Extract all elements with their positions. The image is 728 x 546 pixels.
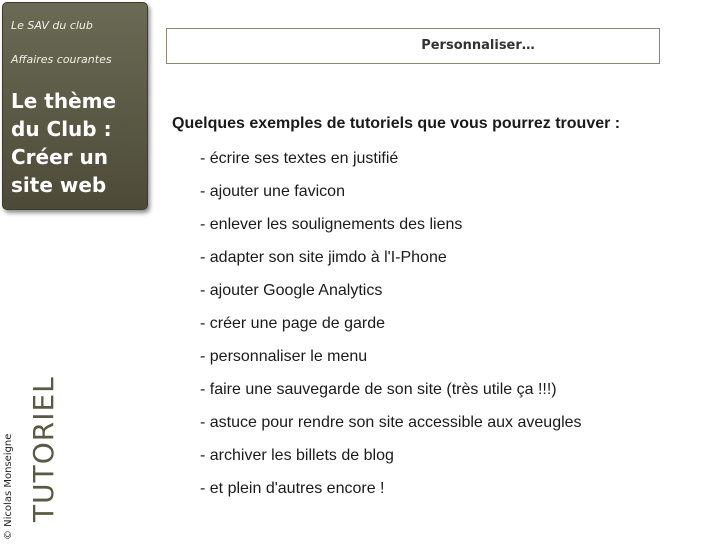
- club-theme-line: du Club :: [11, 117, 112, 141]
- copyright-text: © Nicolas Monseigne: [3, 433, 14, 540]
- list-item: - faire une sauvegarde de son site (très utile ça !!!): [200, 381, 557, 398]
- club-theme-line: Créer un: [11, 145, 108, 169]
- club-theme-line: site web: [11, 173, 107, 197]
- copyright-notice: [2, 400, 16, 540]
- page-title-bar: [166, 28, 660, 64]
- side-label-tutoriel: [26, 364, 62, 522]
- list-item: - enlever les soulignements des liens: [200, 216, 463, 233]
- list-item: - écrire ses textes en justifié: [200, 150, 399, 167]
- intro-text: Quelques exemples de tutoriels que vous pourrez trouver :: [172, 115, 621, 132]
- list-item: - astuce pour rendre son site accessible aux aveugles: [200, 414, 582, 431]
- club-info-box: [2, 2, 148, 210]
- list-item: - créer une page de garde: [200, 315, 386, 332]
- list-item: - ajouter une favicon: [200, 183, 345, 200]
- tutorial-list: [200, 149, 582, 512]
- list-item: - personnaliser le menu: [200, 348, 368, 365]
- list-item: - ajouter Google Analytics: [200, 282, 383, 299]
- club-theme-line: Le thème: [11, 89, 117, 113]
- club-sav-label: Le SAV du club: [11, 19, 93, 32]
- page-title: Personnaliser…: [421, 38, 535, 53]
- side-label-text: TUTORIEL: [27, 376, 60, 522]
- club-theme-heading: [11, 87, 143, 199]
- list-item: - adapter son site jimdo à l'I-Phone: [200, 249, 447, 266]
- list-item: - et plein d'autres encore !: [200, 480, 385, 497]
- list-item: - archiver les billets de blog: [200, 447, 394, 464]
- club-affaires-label: Affaires courantes: [11, 53, 112, 66]
